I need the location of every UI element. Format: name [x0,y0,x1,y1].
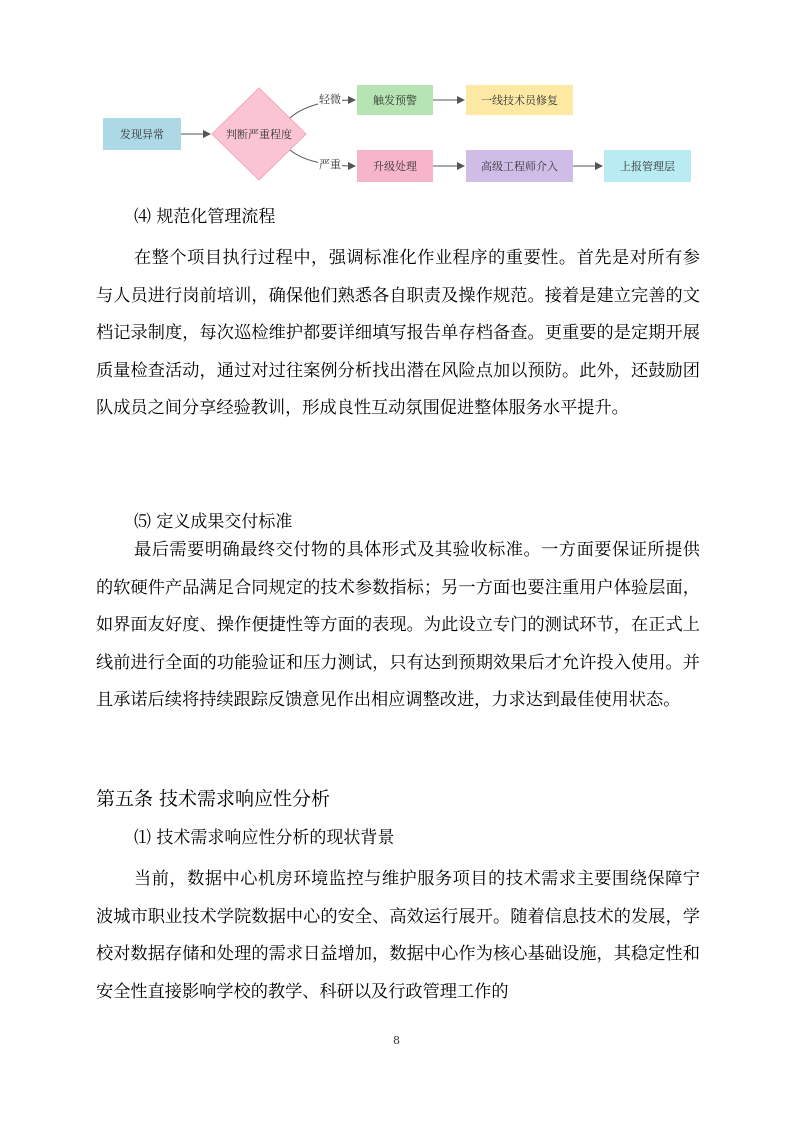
edge-label-severe: 严重 [319,158,341,171]
node-frontline-repair: 一线技术员修复 [466,85,573,115]
escalation-flowchart [0,0,793,200]
node-trigger-warning: 触发预警 [357,85,433,115]
edge-label-light: 轻微 [319,93,341,106]
article-5-title: 第五条 技术需求响应性分析 [96,788,331,810]
section-4-paragraph: 在整个项目执行过程中，强调标准化作业程序的重要性。首先是对所有参与人员进行岗前培训，确保他们熟悉各自职责及操作规范。接着是建立完善的文档记录制度，每次巡检维护都要详细填写报告单存档备查。更重要的是定期开展质量检查活动，通过对过往案例分析找出潜在风险点加以预防。此外，还鼓励团队成员之间分享经验教训，形成良性互动氛围促进整体服务水平提升。 [96,248,700,419]
section-5-paragraph: 最后需要明确最终交付物的具体形式及其验收标准。一方面要保证所提供的软硬件产品满足合同规定的技术参数指标；另一方面也要注重用户体验层面，如界面友好度、操作便捷性等方面的表现。为此设立专门的测试环节，在正式上线前进行全面的功能验证和压力测试，只有达到预期效果后才允许投入使用。并且承诺后续将持续跟踪反馈意见作出相应调整改进，力求达到最佳使用状态。 [96,540,700,711]
section-1-heading: ⑴ 技术需求响应性分析的现状背景 [134,828,395,848]
node-senior-engineer: 高级工程师介入 [466,150,573,182]
node-judge-severity: 判断严重程度 [226,128,292,141]
page-number: 8 [393,1034,400,1047]
node-find-anomaly: 发现异常 [103,118,181,150]
node-report-upper: 上报管理层 [604,150,691,182]
section-1-paragraph: 当前，数据中心机房环境监控与维护服务项目的技术需求主要围绕保障宁波城市职业技术学院数据中心的安全、高效运行展开。随着信息技术的发展，学校对数据存储和处理的需求日益增加，数据中心作为核心基础设施，其稳定性和安全性直接影响学校的教学、科研以及行政管理工作的 [96,869,700,1002]
section-5-heading: ⑸ 定义成果交付标准 [134,512,293,532]
node-escalate: 升级处理 [357,150,433,182]
section-4-heading: ⑷ 规范化管理流程 [134,207,276,227]
